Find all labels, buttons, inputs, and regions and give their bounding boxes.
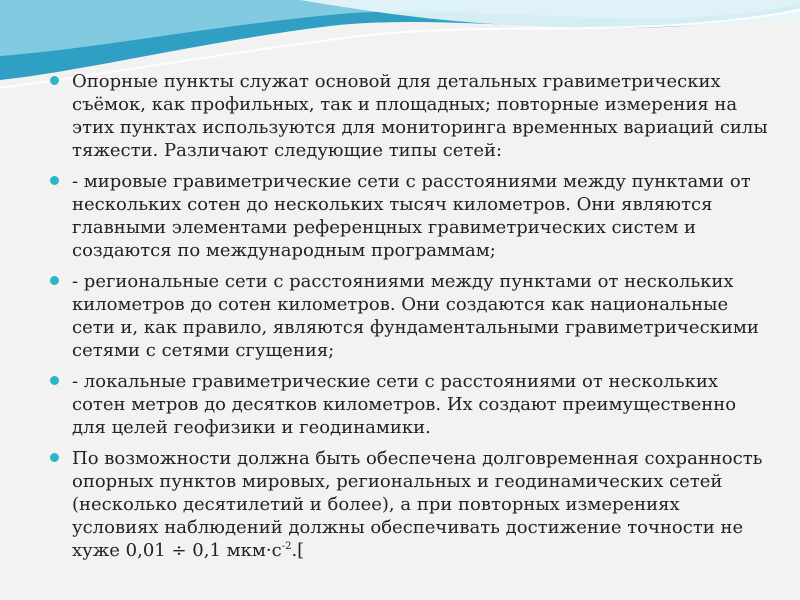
unit-exponent: -2 <box>281 541 292 552</box>
bullet-text: Опорные пункты служат основой для детальных гравиметрических съёмок, как профильных, так и площадных; повторные измерения на этих пунктах используются для мониторинга временных вариаций силы тяжести. Различают следующие типы сетей: <box>72 71 768 161</box>
bullet-dot-icon <box>50 76 59 85</box>
bullet-item <box>48 270 768 362</box>
bullet-text: - локальные гравиметрические сети с расстояниями от нескольких сотен метров до десятков километров. Их создают преимущественно для целей геофизики и геодинамики. <box>72 371 737 438</box>
bullet-item <box>48 170 768 262</box>
bullet-dot-icon <box>50 453 59 462</box>
bullet-text: - региональные сети с расстояниями между пунктами от нескольких километров до сотен километров. Они создаются как национальные сети и, как правило, являются фундаментальными гравиметрическими сетями с сетями сгущения; <box>72 271 759 361</box>
bullet-dot-icon <box>50 276 59 285</box>
bullet-dot-icon <box>50 376 59 385</box>
bullet-text-suffix: .[ <box>291 540 305 561</box>
bullet-item <box>48 370 768 439</box>
bullet-dot-icon <box>50 176 59 185</box>
bullet-item <box>48 447 768 562</box>
bullet-item <box>48 70 768 162</box>
bullet-text: - мировые гравиметрические сети с расстояниями между пунктами от нескольких сотен до нескольких тысяч километров. Они являются главными элементами референцных гравиметрических систем и создаются по международным программам; <box>72 171 751 261</box>
bullet-text: По возможности должна быть обеспечена долговременная сохранность опорных пунктов мировых, региональных и геодинамических сетей (несколько десятилетий и более), а при повторных измерениях условиях наблюдений должны обеспечивать достижение точности не хуже 0,01 ÷ 0,1 мкм·с <box>72 448 763 561</box>
bullet-list <box>48 70 768 570</box>
